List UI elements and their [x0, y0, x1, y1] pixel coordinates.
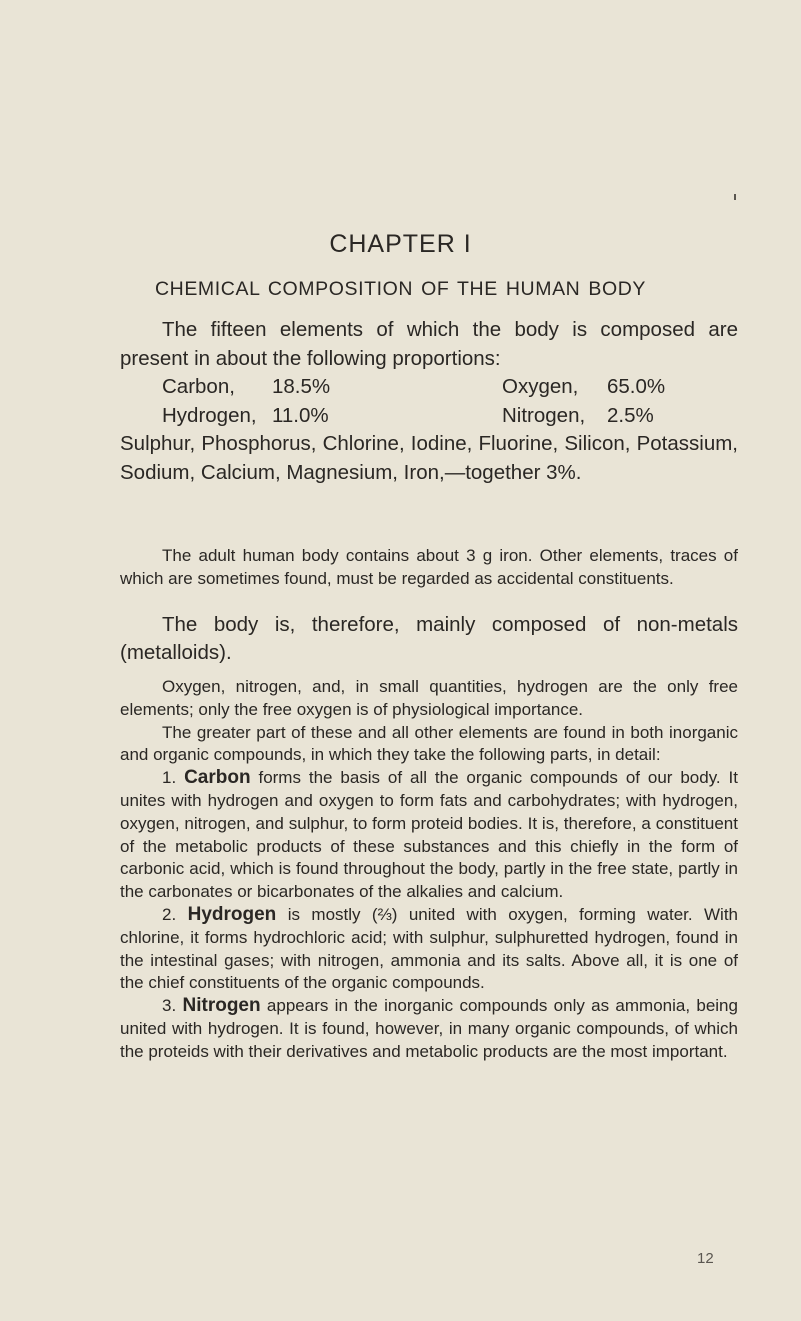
item-text: is mostly (⅔) united with oxygen, forming water. With chlorine, it forms hydrochloric acid; with sulphur, sulphuretted hydrogen, found in the intestinal gases; with nitrogen, ammonia and its salts. Above all, it is one of the chief constituents of the organic compounds. [120, 904, 739, 993]
print-mark [734, 194, 736, 200]
nonmetals-paragraph [120, 611, 738, 667]
section-heading: CHEMICAL COMPOSITION OF THE HUMAN BODY [154, 278, 647, 300]
item-text: forms the basis of all the organic compounds of our body. It unites with hydrogen and oxygen to form fats and carbohydrates; with hydrogen, oxygen, nitrogen, and sulphur, to form proteid bodies. It is, therefore, a constituent of the metabolic products of these substances and this chiefly in the form of carbonic acid, which is found throughout the body, partly in the free state, partly in the carbonates or bicarbonates of the alkalies and calcium. [120, 768, 738, 902]
chapter-title: CHAPTER I [329, 230, 472, 258]
page-number: 12 [697, 1250, 714, 1267]
element-name: Hydrogen, [162, 403, 257, 427]
element-percent: 65.0% [607, 375, 666, 398]
proportion-row [120, 373, 738, 402]
element-name: Nitrogen, [502, 403, 586, 427]
element-percent: 2.5% [607, 403, 654, 427]
proportion-row [120, 402, 738, 431]
iron-text: The adult human body contains about 3 g iron. Other elements, traces of which are sometimes found, must be regarded as accidental constituents. [120, 546, 738, 588]
item-term: Carbon [184, 767, 251, 789]
body-text [120, 676, 738, 1064]
element-name: Oxygen, [502, 375, 579, 398]
iron-paragraph [120, 545, 738, 591]
element-percent: 18.5% [272, 375, 331, 398]
item-term: Hydrogen [187, 903, 277, 925]
item-number: 1. [162, 768, 177, 788]
nitrogen-item [120, 995, 738, 1063]
element-percent: 11.0% [272, 403, 329, 427]
intro-rest: Sulphur, Phosphorus, Chlorine, Iodine, Fluorine, Silicon, Potassium, Sodium, Calcium, Magnesium, Iron,—together 3%. [120, 432, 738, 484]
item-number: 3. [162, 996, 177, 1016]
intro-paragraph [120, 316, 738, 487]
greater-part-paragraph: The greater part of these and all other elements are found in both inorganic and organic compounds, in which they take the following parts, in detail: [120, 722, 738, 765]
item-number: 2. [162, 904, 177, 924]
intro-opening: The fifteen elements of which the body is composed are present in about the following proportions: [120, 318, 738, 370]
nonmetals-text: The body is, therefore, mainly composed of non-metals (metalloids). [120, 613, 738, 664]
element-name: Carbon, [162, 375, 235, 398]
item-term: Nitrogen [182, 995, 261, 1017]
hydrogen-item [120, 904, 738, 995]
oxygen-paragraph: Oxygen, nitrogen, and, in small quantities, hydrogen are the only free elements; only the free oxygen is of physiological importance. [120, 677, 738, 719]
carbon-item [120, 767, 738, 904]
item-text: appears in the inorganic compounds only as ammonia, being united with hydrogen. It is found, however, in many organic compounds, of which the proteids with their derivatives and metabolic products are the most important. [120, 996, 738, 1061]
